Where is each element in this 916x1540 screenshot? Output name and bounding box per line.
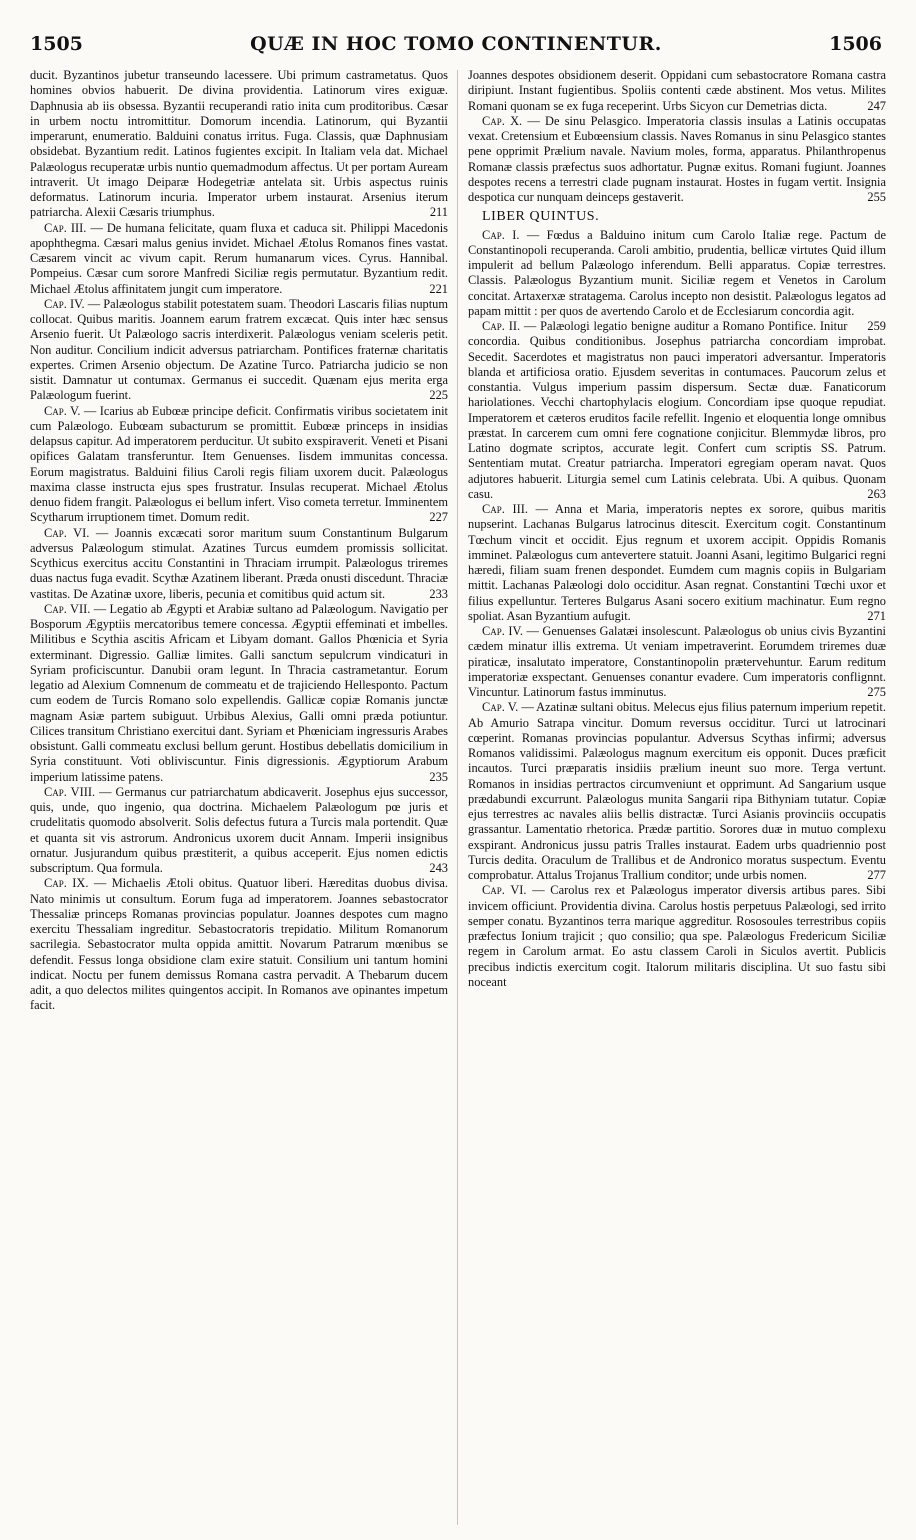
chapter-summary: — Anna et Maria, imperatoris neptes ex sorore, quibus maritis nupserint. Lachanas Bulgarus latrocinus ditescit. Exercitum cogit. Constantinum Tœchum vincit et occidit. Ejus regnum et uxorem accipit. Oppidis Romanis imminet. Palæologus cum antevertere statuit. Joanni Asani, legitimo Bulgarici regni hæredi, filiam suam frenen despondet. Eumdem cum magnis copiis in Bulgariam mittit. Lachanas Palæologi dolo occiditur. Asan regnat. Constantini Tœchi uxor et filius expelluntur. Terteres Bulgarus Asani socero exitium machinatur. Eum regno spoliat. Asan Byzantium aufugit.	[468, 502, 886, 623]
chapter-summary: — Icarius ab Eubœæ principe deficit. Confirmatis viribus societatem init cum Palæologo. Eubœam subacturum se promittit. Eubœæ princeps in insidias delapsus capitur. Ad imperatorem perducitur. Ut subito exspiraverit. Veneti et Pisani opifices Galatam transferuntur. Item Genuenses. Iisdem immunitas concessa. Eorum magistratus. Balduini filius Caroli regis filiam uxorem ducit. Palæologus maxima classe instructa ejus spes frustratur. Insulas recuperat. Michael Ætolus denuo fidem frangit. Palæologus ei bellum infert. Viso cometa terretur. Imminentem Scytharum irruptionem timet. Domum redit.	[30, 403, 448, 525]
chapter-entry	[30, 785, 448, 877]
chapter-label: Cap. I.	[482, 227, 520, 242]
chapter-label: Cap. II.	[482, 319, 521, 333]
chapter-entry	[468, 700, 886, 883]
chapter-entry	[468, 114, 886, 206]
chapter-entry	[30, 68, 448, 221]
chapter-label: Cap. III.	[482, 502, 528, 516]
chapter-label: Cap. III.	[44, 220, 87, 235]
chapter-entry	[30, 602, 448, 785]
chapter-entry	[468, 624, 886, 700]
page-title: QUÆ IN HOC TOMO CONTINENTUR.	[250, 33, 662, 55]
chapter-label: Cap. IV.	[44, 296, 85, 311]
chapter-summary: — De sinu Pelasgico. Imperatoria classis insulas a Latinis occupatas vexat. Cretensium et Eubœensium classis. Naves Romanus in sinu Pelasgico stantes pene opprimit Prælium navale. Navium moles, forma, apparatus. Philanthropenus Romanæ classis præfectus suos adhortatur. Pugnæ exitus. Romani fugiunt. Joannes despotes recens a terrestri clade pugnam instaurat. Hostes in fugam vertit. Insignia despotica cur nunquam deinceps gestaverit.	[468, 113, 886, 204]
chapter-entry	[30, 404, 448, 526]
chapter-entry	[30, 221, 448, 297]
page-reference: 235	[429, 769, 448, 784]
chapter-label: Cap. V.	[44, 403, 81, 418]
chapter-summary: — Michaelis Ætoli obitus. Quatuor liberi. Hæreditas duobus divisa. Nato minimis ut consultum. Eorum fuga ad imperatorem. Joannes sebastocrator Thessaliæ princeps Romanas provincias populatur. Joannes despotes cum magno exercitu Thessaliam ingreditur. Sebastocratoris trepidatio. Militum Romanorum sacrilegia. Sebastocrator multa oppida amittit. Novarum Patrarum mœnibus se defendit. Fessus longa obsidione clam exire statuit. Consilium uni tantum homini indicat. Noctu per funem demissus Romana castra pervadit. A Thebarum ducem adit, a quo delectos milites quingentos accipit. In Romanos ave opinantes impetum facit.	[30, 876, 448, 1013]
page-reference: 211	[429, 205, 448, 220]
chapter-label: Cap. VII.	[44, 601, 91, 616]
page-reference: 227	[429, 510, 448, 525]
page-reference: 221	[429, 281, 448, 296]
right-column	[468, 68, 886, 1528]
page-reference: 225	[429, 388, 448, 403]
column-divider	[457, 70, 458, 1525]
page-reference: 259	[867, 319, 886, 333]
chapter-summary: — Genuenses Galatæi insolescunt. Palæologus ob unius civis Byzantini cædem minatur illis extrema. Ut veniam impetraverint. Eorumdem triremes duæ piraticæ, insalutato imperatore, Constantinopolin prætervehuntur. Earum reditum imperatoriæ exspectant. Genuenses conantur evadere. Cum imperatoris conflignnt. Vincuntur. Latinorum fastus imminutus.	[468, 624, 886, 699]
page-number-left: 1505	[30, 33, 83, 55]
chapter-label: Cap. X.	[482, 113, 523, 128]
chapter-entry	[468, 319, 886, 502]
chapter-entry	[30, 297, 448, 404]
page-reference: 255	[867, 190, 886, 204]
chapter-summary: — Fœdus a Balduino initum cum Carolo Italiæ rege. Pactum de Constantinopoli recuperanda. Caroli ambitio, prudentia, bellicæ virtutes Quid illum impulerit ad bellum Palæologo inferendum. Belli apparatus. Copiæ terrestres. Classis. Palæologus Byzantium munit. Siciliæ regem et Venetos in Carolum concitat. Artaxerxæ stratagema. Carolus incepto non desistit. Palæologus legatos ad papam mittit : per quos de avertendo Carolo et de Ecclesiarum concordia agit.	[468, 227, 886, 318]
page-reference: 263	[867, 486, 886, 501]
chapter-entry	[468, 883, 886, 990]
chapter-entry	[30, 876, 448, 1013]
chapter-summary: — Legatio ab Ægypti et Arabiæ sultano ad Palæologum. Navigatio per Bosporum Ægyptiis mercatoribus temere concessa. Ægyptii effeminati et imbelles. Militibus e Scythia ascitis Africam et Libyam domant. Gallos Phœnicia et Syria exterminant. Digressio. Galliæ limites. Galli sanctum sepulcrum vindicaturi in Syriam proficiscuntur. Danubii oram legunt. In Thracia castrametantur. Eorum legatio ad Alexium Comnenum de commeatu et de trajiciendo Hellesponto. Pactum cum eodem de Turcis Romano solo expellendis. Gallicæ copiæ Romanis junctæ magnam Asiæ partem subiguut. Urbibus Alexius, Galli omni præda potiuntur. Cilices transitum Christiano exercitui dant. Syriam et Phœniciam ingressuris Arabes obsistunt. Galli commeatu exclusi bellum gerunt. Hostibus debellatis domicilium in Syria constituunt. Voti obliviscuntur. Finis digressionis. Ægyptiorum Arabum imperium latissime patens.	[30, 601, 448, 784]
page-reference: 271	[867, 608, 886, 623]
running-header	[30, 33, 882, 61]
chapter-label: Cap. VI.	[44, 525, 90, 540]
chapter-label: Cap. IX.	[44, 876, 89, 891]
chapter-summary: — De humana felicitate, quam fluxa et caduca sit. Philippi Macedonis apophthegma. Cæsari malus genius invidet. Michael Ætolus Romanos fines vastat. Cæsarem vincit ac vivum capit. Rerum humanarum vices. Cyrus. Hannibal. Pompeius. Cæsar cum sorore Manfredi Siciliæ regis permutatur. Byzantium redit. Michael Ætolus affinitatem jungit cum imperatore.	[30, 220, 448, 296]
page-reference: 247	[867, 98, 886, 113]
chapter-entry	[468, 68, 886, 114]
chapter-entry	[30, 526, 448, 602]
page-reference: 233	[429, 586, 448, 601]
chapter-summary: Joannes despotes obsidionem deserit. Oppidani cum sebastocratore Romana castra diripiunt. Instant fugientibus. Spoliis contenti cæde abstinent. Mos vetus. Milites Romani quonam se ex fuga receperint. Urbs Sicyon cur Demetrias dicta.	[468, 68, 886, 113]
chapter-summary: ducit. Byzantinos jubetur transeundo lacessere. Ubi primum castrametatus. Quos homines obvios habuerit. De divina providentia. Latinorum vires exiguæ. Daphnusia ab iis obsessa. Byzantii recuperandi ratio inita cum proditoribus. Cæsar in urbem noctu intromittitur. Domorum incendia. Latinorum, qui Byzantii imperarunt, enumeratio. Balduini conatus irritus. Fuga. Classis, quæ Daphnusiam obsidebat. Byzantium redit. Latinos fugientes excipit. In Italiam vela dat. Michael Palæologus recuperatæ urbis nuntio quemadmodum affectus. Ut per portam Auream intraverit. Ut imago Deiparæ Hodegetriæ antelata sit. Urbis aspectus ruinis deformatus. Latinorum incuria. Imperator urbem instaurat. Arsenius iterum patriarcha. Alexii Cæsaris triumphus.	[30, 68, 448, 220]
book-heading: LIBER QUINTUS.	[482, 209, 600, 225]
page-number-right: 1506	[829, 33, 882, 55]
page-reference: 275	[867, 685, 886, 699]
chapter-label: Cap. IV.	[482, 624, 523, 638]
chapter-summary: — Palæologi legatio benigne auditur a Romano Pontifice. Initur concordia. Quibus conditionibus. Josephus patriarcha concordiam improbat. Secedit. Sacerdotes et magistratus non pauci imperatori adversantur. Imperatoris blanda et artificiosa oratio. Ejusdem severitas in contumaces. Paucorum zelus et constantia. Vulgus imperium passim dispersum. Sectæ duæ. Fanaticorum hariolationes. Vecchi chartophylacis elogium. Concordiam ipse quoque repudiat. Imperatorem et cæteros eruditos facile refellit. Ingenio et eloquentia longe omnibus præstat. In carcerem cum omni fere cognatione conjicitur. Blemmydæ libros, pro Latino dogmate scriptos, accurate legit. Confert cum scriptis SS. Patrum. Sententiam mutat. Creatur patriarcha. Imperatori egregiam operam navat. Quos adjutores habuerit. Liturgia semel cum Latinis celebrata. Ubi. A quibus. Quonam casu.	[468, 319, 886, 501]
chapter-summary: — Germanus cur patriarchatum abdicaverit. Josephus ejus successor, quis, unde, quo ingenio, qua doctrina. Michaelem Palæologum pœ juris et crudelitatis quomodo absolverit. Solis defectus futura a Turcis mala portendit. Quæ et quanta sit vis astrorum. Andronicus uxorem ducit Annam. Imperii insignibus ornatur. Jusjurandum quibus præstiterit, a quibus acceperit. Ejus nomen edictis subscriptum. Qua formula.	[30, 784, 448, 875]
chapter-entry	[468, 502, 886, 624]
chapter-summary: — Carolus rex et Palæologus imperator diversis artibus pares. Sibi invicem officiunt. Providentia divina. Carolus hostis perpetuus Palæologi, sed irrito semper conatu. Byzantinos terra marique aggreditur. Rososoules terrestribus copiis præfectus Ionium trajicit ; quo consilio; qua spe. Palæologus Fredericum Siciliæ regem in Carolum armat. Eo astu classem Caroli in Siculos avertit. Publicis precibus indictis exercitum cogit. Italorum militaris disciplina. Ut suo fastu sibi noceant	[468, 883, 886, 989]
chapter-label: Cap. VIII.	[44, 784, 96, 799]
left-column	[30, 68, 448, 1528]
chapter-summary: — Joannis excæcati soror maritum suum Constantinum Bulgarum adversus Palæologum stimulat. Azatines Turcus eumdem promissis sollicitat. Scythicus exercitus accitu Constantini in Thraciam irrumpit. Palæologus triremes duas nactus fuga evadit. Scythæ Azatinem liberant. Præda onusti discedunt. Thraciæ vastitas. De Azatinæ uxore, liberis, pecunia et comitibus quid actum sit.	[30, 525, 448, 601]
chapter-summary: — Azatinæ sultani obitus. Melecus ejus filius paternum imperium repetit. Ab Amurio Satrapa vincitur. Domum reversus occiditur. Turci ut latrocinari cœperint. Romanas provincias populantur. Adversus Scythas infirmi; adversus Romanos validissimi. Palæologus magnum exercitum eis opponit. Duces præficit incautos. Turci præparatis insidiis prælium ineunt suo more. Terga vertunt. Romanos in insidias pertractos circumveniunt et opprimunt. Ad Sangarium usque prædabundi excurrunt. Palæologus munita Sangarii ripa Bithyniam tutatur. Copiæ ejus terrestres ac navales aliis bellis distractæ. Turci Asianis provinciis occupatis grassantur. Lamentatio rhetorica. Prædæ partitio. Sorores duæ in mutuo complexu exspirant. Andronicus jussu patris Tralles instaurat. Eadem urbs quadriennio post Turcis dedita. Oraculum de Trallibus et de Andronico moratus suspectum. Eventu comprobatur. Attalus Trojanus Trallium conditor; unde urbis nomen.	[468, 700, 886, 882]
page-reference: 277	[867, 868, 886, 882]
chapter-label: Cap. VI.	[482, 883, 527, 898]
chapter-summary: — Palæologus stabilit potestatem suam. Theodori Lascaris filias nuptum collocat. Quibus maritis. Joannem earum fratrem excæcat. Quis inter hæc sensus Arsenio fuerit. Ut Palæologo sacris interdixerit. Palæologus veniam sceleris petit. Non auditur. Concilium indicit adversus patriarcham. Pontifices fraternæ charitatis expertes. Crimen Arsenio objectum. De Azatine Turco. Patriarcha judicio se non sistit. Damnatur ut contumax. Germanus ei succedit. Quænam ejus merita erga Palæologum fuerint.	[30, 296, 448, 403]
page-reference: 243	[429, 861, 448, 875]
chapter-label: Cap. V.	[482, 700, 519, 715]
